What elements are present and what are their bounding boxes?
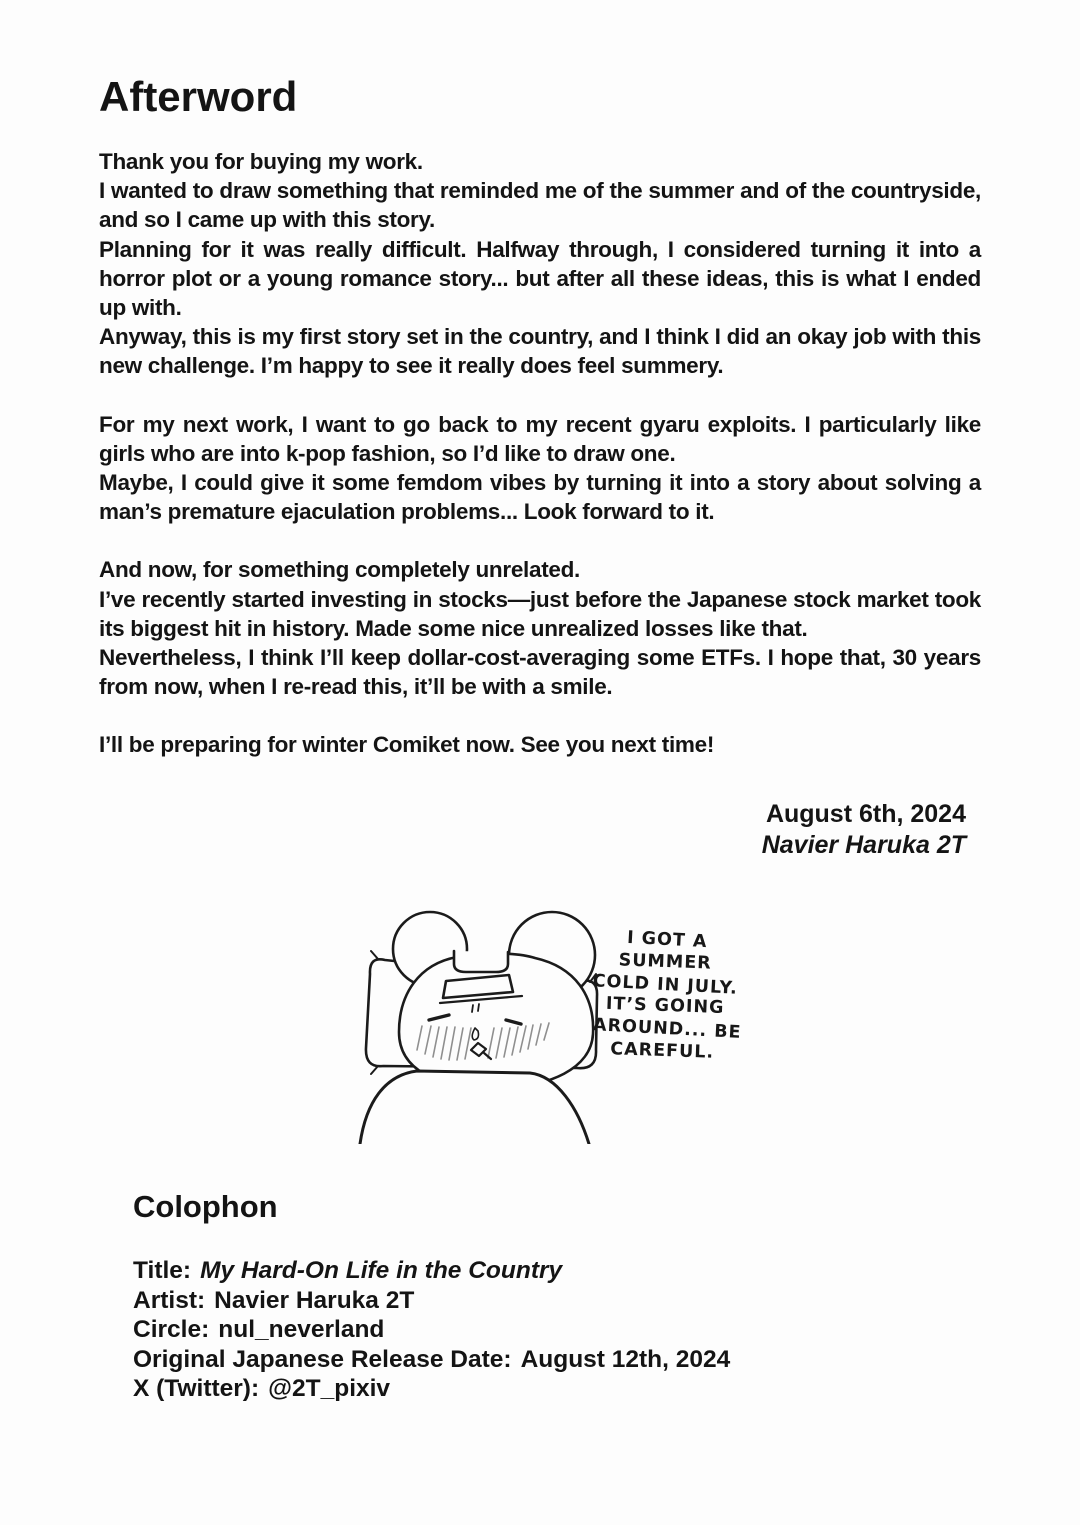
speech-line: I GOT A — [626, 927, 708, 953]
date: August 6th, 2024 — [765, 800, 966, 828]
paragraph: Anyway, this is my first story set in the country, and I think I did an okay job with this new challenge. I’m happy to see it really does feel summery. — [99, 324, 981, 379]
entry-value: nul_neverland — [218, 1316, 385, 1344]
page-title: Afterword — [99, 73, 298, 120]
paragraph: And now, for something completely unrelated. — [99, 557, 581, 583]
colophon-title: Colophon — [133, 1189, 278, 1224]
entry-label: Original Japanese Release Date: — [133, 1345, 512, 1373]
speech-line: IT’S GOING — [605, 993, 725, 1019]
entry-value: @2T_pixiv — [268, 1375, 391, 1403]
colophon-entry-title — [133, 1256, 730, 1286]
paragraph-block — [99, 410, 981, 527]
entry-label: Artist: — [133, 1286, 206, 1314]
speech-line: AROUND... BE — [592, 1015, 742, 1043]
entry-value: August 12th, 2024 — [520, 1345, 731, 1373]
paragraph: Thank you for buying my work. — [99, 149, 423, 174]
sick-mouse-illustration — [345, 892, 795, 1144]
colophon-entry-release-date — [133, 1345, 730, 1375]
entry-value: My Hard-On Life in the Country — [200, 1257, 563, 1285]
sick-mouse-drawing — [345, 892, 795, 1144]
colophon — [133, 1190, 730, 1404]
paragraph: Nevertheless, I think I’ll keep dollar-cost-averaging some ETFs. I hope that, 30 years from now, when I re-read this, it’ll be with a smile. — [99, 645, 981, 700]
paragraph-block — [99, 555, 981, 701]
speech-line: CAREFUL. — [609, 1039, 715, 1063]
paragraph: I’ve recently started investing in stocks—just before the Japanese stock market took its biggest hit in history. Made some nice unrealized losses like that. — [99, 586, 981, 641]
colophon-entry-circle — [133, 1315, 730, 1345]
entry-label: Title: — [133, 1257, 192, 1285]
paragraph-block — [99, 147, 981, 381]
paragraph-block — [99, 730, 981, 759]
paragraph: Maybe, I could give it some femdom vibes by turning it into a story about solving a man’s premature ejaculation problems... Look forward to it. — [99, 470, 981, 525]
blanket-fill — [360, 1071, 589, 1144]
speech-line: SUMMER — [618, 950, 713, 974]
artist-signature: Navier Haruka 2T — [761, 831, 966, 859]
paragraph: I’ll be preparing for winter Comiket now. See you next time! — [99, 732, 715, 758]
paragraph: I wanted to draw something that reminded me of the summer and of the countryside, and so I came up with this story. — [99, 178, 981, 233]
colophon-entry-twitter — [133, 1374, 730, 1404]
entry-value: Navier Haruka 2T — [214, 1286, 415, 1314]
paragraph: Planning for it was really difficult. Halfway through, I considered turning it into a horror plot or a young romance story... but after all these ideas, this is what I ended up with. — [99, 236, 981, 321]
speech-line: COLD IN JULY. — [592, 971, 739, 999]
colophon-entry-artist — [133, 1286, 730, 1316]
paragraph: For my next work, I want to go back to my recent gyaru exploits. I particularly like girls who are into k-pop fashion, so I’d like to draw one. — [99, 411, 981, 466]
speech-text — [592, 928, 742, 1063]
sign-off — [762, 799, 966, 861]
towel-top — [454, 951, 508, 972]
afterword-body — [99, 147, 981, 789]
entry-label: X (Twitter): — [133, 1375, 260, 1403]
entry-label: Circle: — [133, 1316, 210, 1344]
